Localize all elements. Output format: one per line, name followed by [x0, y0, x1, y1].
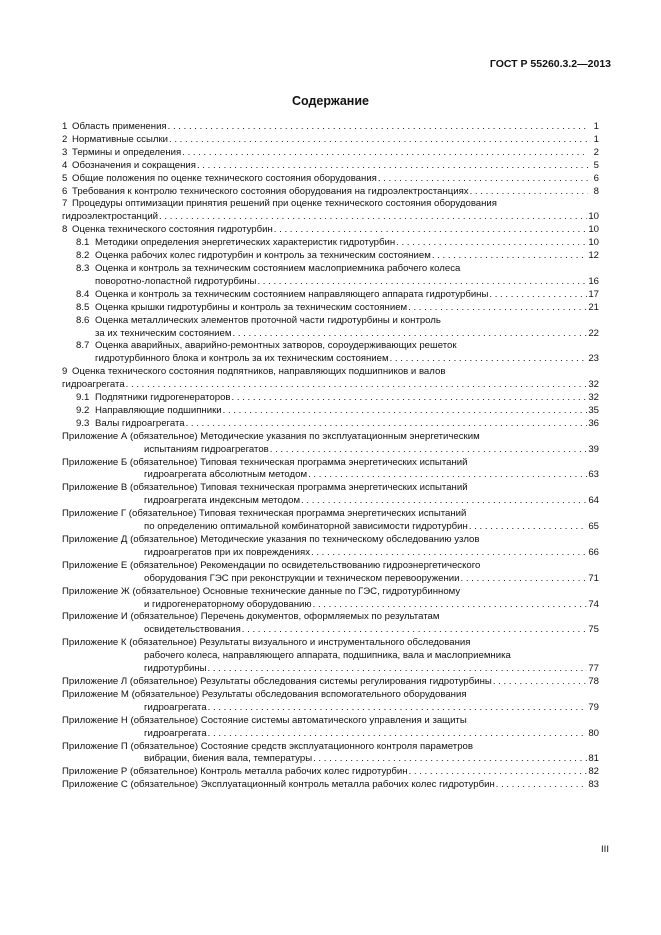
toc-entry-title: Оценка крышки гидротурбины и контроль за техническим состоянием — [95, 301, 408, 313]
dot-leader — [493, 676, 588, 689]
toc-entry-number: 4 — [62, 159, 68, 171]
toc-entry-title: Нормативные ссылки — [72, 133, 169, 145]
toc-entry[interactable] — [62, 676, 599, 689]
toc-entry-title: оборудования ГЭС при реконструкции и техническом перевооружении — [144, 572, 460, 584]
toc-entry-title: Оценка аварийных, аварийно-ремонтных затворов, сороудерживающих решеток — [95, 340, 457, 352]
toc-entry[interactable] — [62, 418, 599, 431]
toc-entry[interactable] — [62, 315, 599, 341]
toc-entry[interactable] — [62, 160, 599, 173]
toc-entry-page: 10 — [588, 211, 599, 223]
toc-entry[interactable] — [62, 340, 599, 366]
dot-leader — [169, 134, 588, 147]
dot-leader — [232, 392, 588, 405]
toc-entry[interactable] — [62, 302, 599, 315]
toc-entry-title: Направляющие подшипники — [95, 404, 222, 416]
toc-entry-title: Приложение Н (обязательное) Состояние системы автоматического управления и защиты — [62, 714, 467, 726]
toc-entry-title: рабочего колеса, направляющего аппарата, подшипника, вала и маслоприемника — [144, 650, 511, 662]
dot-leader — [182, 147, 588, 160]
toc-entry[interactable] — [62, 457, 599, 483]
toc-entry-number: 8.4 — [76, 288, 90, 300]
toc-entry[interactable] — [62, 715, 599, 741]
toc-entry-number: 9.3 — [76, 417, 90, 429]
toc-entry-number: 7 — [62, 198, 68, 210]
toc-entry-title: Область применения — [72, 121, 167, 132]
toc-entry-number: 8.5 — [76, 301, 90, 313]
toc-entry-number: 8.7 — [76, 340, 90, 352]
toc-entry-page: 2 — [593, 146, 599, 158]
dot-leader — [301, 495, 587, 508]
toc-entry-title: Процедуры оптимизации принятия решений при оценке технического состояния оборудования — [72, 198, 497, 210]
toc-entry-title: гидротурбинного блока и контроль за их техническим состоянием — [95, 353, 389, 365]
toc-entry-page: 23 — [588, 353, 599, 365]
dot-leader — [257, 276, 587, 289]
toc-entry-title: Подпятники гидрогенераторов — [95, 392, 231, 404]
dot-leader — [186, 418, 588, 431]
table-of-contents — [62, 121, 599, 792]
toc-entry-page: 17 — [588, 288, 599, 300]
toc-entry[interactable] — [62, 121, 599, 134]
toc-entry[interactable] — [62, 186, 599, 199]
toc-entry-title: Оценка металлических элементов проточной части гидротурбины и контроль — [95, 314, 441, 326]
toc-entry[interactable] — [62, 237, 599, 250]
toc-entry-page: 79 — [588, 701, 599, 713]
toc-entry-page: 65 — [588, 521, 599, 533]
toc-entry-title: Приложение П (обязательное) Состояние средств эксплуатационного контроля параметров — [62, 740, 473, 752]
toc-entry[interactable] — [62, 637, 599, 676]
toc-entry-title: Оценка и контроль за техническим состоянием маслоприемника рабочего колеса — [95, 262, 461, 274]
toc-entry[interactable] — [62, 405, 599, 418]
toc-entry-page: 83 — [588, 779, 599, 791]
toc-entry[interactable] — [62, 482, 599, 508]
toc-entry-title: Приложение И (обязательное) Перечень документов, оформляемых по результатам — [62, 611, 440, 623]
toc-entry-title: Приложение Ж (обязательное) Основные технические данные по ГЭС, гидротурбинному — [62, 585, 461, 597]
toc-entry-page: 1 — [593, 121, 599, 132]
toc-entry-page: 1 — [593, 133, 599, 145]
toc-entry-title: Термины и определения — [72, 146, 182, 158]
toc-entry-page: 10 — [588, 224, 599, 236]
toc-entry-number: 3 — [62, 146, 68, 158]
toc-entry-number: 8.6 — [76, 314, 90, 326]
toc-entry-title: гидротурбины — [144, 663, 207, 675]
dot-leader — [232, 328, 587, 341]
toc-entry-number: 5 — [62, 172, 68, 184]
toc-entry-title: Приложение В (обязательное) Типовая техническая программа энергетических испытаний — [62, 482, 468, 494]
dot-leader — [469, 521, 587, 534]
dot-leader — [409, 766, 588, 779]
toc-entry-title: Обозначения и сокращения — [72, 159, 196, 171]
toc-entry-title: Приложение Л (обязательное) Результаты обследования системы регулирования гидротурбины — [62, 675, 492, 687]
toc-entry[interactable] — [62, 560, 599, 586]
toc-entry-page: 6 — [593, 172, 599, 184]
toc-entry-page: 39 — [588, 443, 599, 455]
toc-entry-title: Приложение Е (обязательное) Рекомендации по освидетельствованию гидроэнергетического — [62, 559, 481, 571]
toc-entry[interactable] — [62, 263, 599, 289]
toc-entry-page: 81 — [588, 753, 599, 765]
toc-entry-page: 82 — [588, 766, 599, 778]
toc-entry-title: освидетельствования — [144, 624, 241, 636]
toc-entry-title: гидроагрегата — [62, 379, 125, 391]
toc-entry-title: Приложение Б (обязательное) Типовая техническая программа энергетических испытаний — [62, 456, 468, 468]
dot-leader — [313, 753, 587, 766]
toc-entry-title: Требования к контролю технического состояния оборудования на гидроэлектростанциях — [72, 185, 469, 197]
toc-entry-page: 22 — [588, 327, 599, 339]
toc-entry[interactable] — [62, 134, 599, 147]
toc-entry-title: Приложение К (обязательное) Результаты визуального и инструментального обследования — [62, 637, 471, 649]
toc-entry-title: Валы гидроагрегата — [95, 417, 185, 429]
toc-entry-page: 71 — [588, 572, 599, 584]
toc-entry-number: 8.2 — [76, 250, 90, 262]
page-number: III — [601, 844, 609, 855]
toc-entry-title: гидроагрегата — [144, 701, 207, 713]
dot-leader — [408, 302, 587, 315]
toc-entry-number: 9.2 — [76, 404, 90, 416]
dot-leader — [208, 702, 588, 715]
toc-entry[interactable] — [62, 766, 599, 779]
toc-entry-number: 1 — [62, 121, 68, 132]
dot-leader — [274, 224, 588, 237]
toc-entry[interactable] — [62, 173, 599, 186]
toc-entry-page: 75 — [588, 624, 599, 636]
toc-entry[interactable] — [62, 392, 599, 405]
dot-leader — [489, 289, 587, 302]
document-code: ГОСТ Р 55260.3.2—2013 — [489, 58, 611, 70]
toc-entry-title: гидроагрегата — [144, 727, 207, 739]
toc-entry[interactable] — [62, 741, 599, 767]
toc-entry[interactable] — [62, 289, 599, 302]
toc-entry-title: гидроагрегата абсолютным методом — [144, 469, 308, 481]
toc-entry-number: 8 — [62, 224, 68, 236]
toc-entry-title: Общие положения по оценке технического состояния оборудования — [72, 172, 377, 184]
toc-entry-title: испытаниям гидроагрегатов — [144, 443, 269, 455]
toc-entry-number: 8.3 — [76, 262, 90, 274]
toc-entry-page: 32 — [588, 379, 599, 391]
toc-entry-number: 6 — [62, 185, 68, 197]
toc-entry-page: 78 — [588, 675, 599, 687]
toc-entry-page: 36 — [588, 417, 599, 429]
toc-entry-page: 74 — [588, 598, 599, 610]
toc-entry-title: Оценка рабочих колес гидротурбин и контроль за техническим состоянием — [95, 250, 431, 262]
toc-entry[interactable] — [62, 366, 599, 392]
toc-entry-page: 21 — [588, 301, 599, 313]
toc-entry-title: гидроагрегата индексным методом — [144, 495, 301, 507]
toc-entry-title: Оценка технического состояния гидротурбин — [72, 224, 273, 236]
toc-entry-page: 77 — [588, 663, 599, 675]
toc-entry-title: Приложение Р (обязательное) Контроль металла рабочих колес гидротурбин — [62, 766, 408, 778]
dot-leader — [159, 211, 587, 224]
toc-entry[interactable] — [62, 611, 599, 637]
toc-entry-title: за их техническим состоянием — [95, 327, 232, 339]
toc-entry-page: 8 — [593, 185, 599, 197]
toc-entry-title: вибрации, биения вала, температуры — [144, 753, 313, 765]
dot-leader — [396, 237, 587, 250]
dot-leader — [126, 379, 588, 392]
dot-leader — [270, 444, 588, 457]
toc-entry-page: 64 — [588, 495, 599, 507]
toc-entry-number: 2 — [62, 133, 68, 145]
toc-entry-page: 16 — [588, 275, 599, 287]
toc-entry[interactable] — [62, 534, 599, 560]
toc-entry-page: 35 — [588, 404, 599, 416]
dot-leader — [390, 353, 588, 366]
toc-entry-number: 8.1 — [76, 237, 90, 249]
toc-entry[interactable] — [62, 586, 599, 612]
dot-leader — [313, 599, 588, 612]
toc-entry[interactable] — [62, 250, 599, 263]
toc-entry-title: по определению оптимальной комбинаторной зависимости гидротурбин — [144, 521, 468, 533]
dot-leader — [208, 663, 588, 676]
dot-leader — [168, 121, 588, 134]
dot-leader — [223, 405, 588, 418]
dot-leader — [242, 624, 588, 637]
toc-entry-page: 63 — [588, 469, 599, 481]
toc-entry-title: поворотно-лопастной гидротурбины — [95, 275, 257, 287]
toc-entry-title: Приложение Г (обязательное) Типовая техническая программа энергетических испытаний — [62, 508, 467, 520]
toc-entry[interactable] — [62, 431, 599, 457]
toc-entry[interactable] — [62, 508, 599, 534]
toc-entry-title: Приложение С (обязательное) Эксплуатационный контроль металла рабочих колес гидротурбин — [62, 779, 495, 791]
dot-leader — [197, 160, 588, 173]
dot-leader — [308, 469, 587, 482]
toc-entry-title: Оценка технического состояния подпятников, направляющих подшипников и валов — [72, 366, 446, 378]
toc-entry-number: 9.1 — [76, 392, 90, 404]
dot-leader — [496, 779, 588, 792]
toc-entry-page: 12 — [588, 250, 599, 262]
toc-entry-title: гидроэлектростанций — [62, 211, 159, 223]
dot-leader — [378, 173, 588, 186]
toc-entry-title: Методики определения энергетических характеристик гидротурбин — [95, 237, 396, 249]
toc-entry-title: Приложение А (обязательное) Методические указания по эксплуатационным энергетическим — [62, 430, 480, 442]
dot-leader — [460, 573, 587, 586]
toc-entry-number: 9 — [62, 366, 68, 378]
toc-entry-page: 5 — [593, 159, 599, 171]
toc-entry[interactable] — [62, 689, 599, 715]
dot-leader — [470, 186, 588, 199]
toc-entry-page: 66 — [588, 546, 599, 558]
dot-leader — [208, 728, 588, 741]
toc-entry[interactable] — [62, 147, 599, 160]
page-title: Содержание — [291, 94, 369, 108]
toc-entry-title: Приложение М (обязательное) Результаты обследования вспомогательного оборудования — [62, 688, 467, 700]
dot-leader — [432, 250, 588, 263]
toc-entry[interactable] — [62, 779, 599, 792]
dot-leader — [311, 547, 587, 560]
toc-entry[interactable] — [62, 198, 599, 224]
toc-entry-title: гидроагрегатов при их повреждениях — [144, 546, 310, 558]
toc-entry-title: Приложение Д (обязательное) Методические указания по техническому обследованию узлов — [62, 534, 480, 545]
toc-entry-title: и гидрогенераторному оборудованию — [144, 598, 312, 610]
toc-entry-title: Оценка и контроль за техническим состоянием направляющего аппарата гидротурбины — [95, 288, 489, 300]
toc-entry-page: 80 — [588, 727, 599, 739]
toc-entry-page: 32 — [588, 392, 599, 404]
toc-entry[interactable] — [62, 224, 599, 237]
toc-entry-page: 10 — [588, 237, 599, 249]
